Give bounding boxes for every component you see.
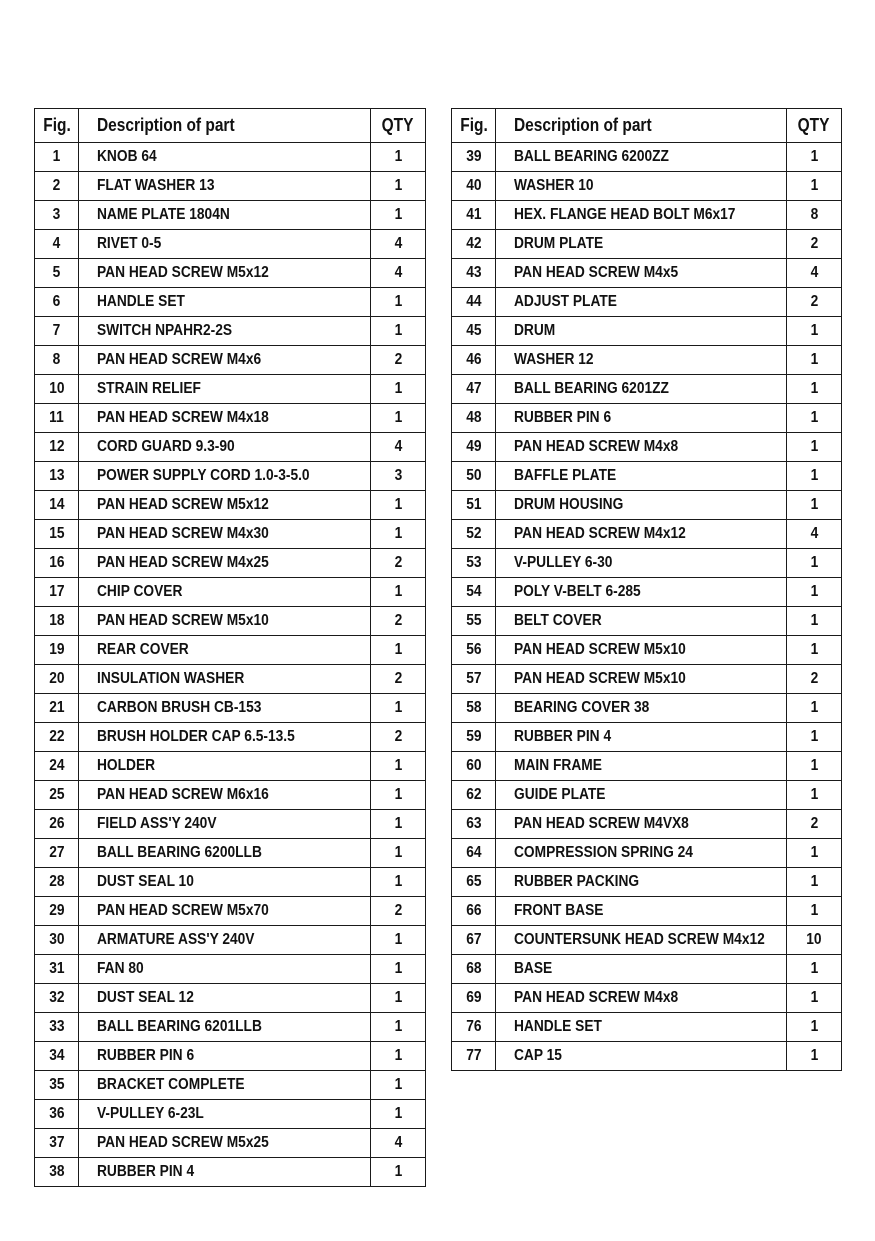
quantity-cell: 1 <box>371 201 426 230</box>
table-row <box>35 984 426 1013</box>
fig-number-cell: 7 <box>35 317 79 346</box>
table-row <box>452 404 842 433</box>
table-row <box>35 868 426 897</box>
parts-table-right-body <box>452 143 842 1071</box>
table-row <box>35 288 426 317</box>
part-description-cell: CAP 15 <box>496 1042 787 1071</box>
quantity-cell: 1 <box>787 172 842 201</box>
fig-number-cell: 14 <box>35 491 79 520</box>
table-row <box>35 781 426 810</box>
table-row <box>452 520 842 549</box>
part-description-cell: HANDLE SET <box>496 1013 787 1042</box>
table-row <box>452 375 842 404</box>
part-description-cell: REAR COVER <box>79 636 371 665</box>
part-description-cell: POLY V-BELT 6-285 <box>496 578 787 607</box>
quantity-cell: 2 <box>371 549 426 578</box>
fig-number-cell: 56 <box>452 636 496 665</box>
fig-number-cell: 28 <box>35 868 79 897</box>
quantity-cell: 1 <box>787 897 842 926</box>
quantity-cell: 1 <box>787 868 842 897</box>
fig-number-cell: 5 <box>35 259 79 288</box>
quantity-cell: 1 <box>787 143 842 172</box>
fig-number-cell: 31 <box>35 955 79 984</box>
part-description-cell: ADJUST PLATE <box>496 288 787 317</box>
fig-number-cell: 33 <box>35 1013 79 1042</box>
table-row <box>452 346 842 375</box>
part-description-cell: PAN HEAD SCREW M6x16 <box>79 781 371 810</box>
part-description-cell: RUBBER PIN 4 <box>79 1158 371 1187</box>
table-row <box>35 491 426 520</box>
part-description-cell: HANDLE SET <box>79 288 371 317</box>
part-description-cell: PAN HEAD SCREW M4x12 <box>496 520 787 549</box>
quantity-cell: 1 <box>787 607 842 636</box>
quantity-cell: 1 <box>787 955 842 984</box>
part-description-cell: RUBBER PIN 6 <box>79 1042 371 1071</box>
fig-number-cell: 77 <box>452 1042 496 1071</box>
fig-number-cell: 21 <box>35 694 79 723</box>
table-row <box>35 578 426 607</box>
quantity-cell: 8 <box>787 201 842 230</box>
part-description-cell: DRUM <box>496 317 787 346</box>
part-description-cell: MAIN FRAME <box>496 752 787 781</box>
quantity-cell: 2 <box>787 230 842 259</box>
part-description-cell: RUBBER PIN 4 <box>496 723 787 752</box>
fig-number-cell: 55 <box>452 607 496 636</box>
table-row <box>35 607 426 636</box>
fig-number-cell: 40 <box>452 172 496 201</box>
quantity-cell: 1 <box>371 1100 426 1129</box>
part-description-cell: HEX. FLANGE HEAD BOLT M6x17 <box>496 201 787 230</box>
table-row <box>452 752 842 781</box>
fig-number-cell: 67 <box>452 926 496 955</box>
fig-column-header: Fig. <box>35 109 79 143</box>
part-description-cell: PAN HEAD SCREW M5x25 <box>79 1129 371 1158</box>
fig-number-cell: 8 <box>35 346 79 375</box>
part-description-cell: PAN HEAD SCREW M5x70 <box>79 897 371 926</box>
table-header-row <box>452 109 842 143</box>
part-description-cell: PAN HEAD SCREW M5x10 <box>496 636 787 665</box>
table-row <box>452 491 842 520</box>
quantity-cell: 1 <box>787 375 842 404</box>
fig-number-cell: 25 <box>35 781 79 810</box>
part-description-cell: PAN HEAD SCREW M4x25 <box>79 549 371 578</box>
table-row <box>35 143 426 172</box>
table-row <box>452 433 842 462</box>
part-description-cell: PAN HEAD SCREW M4x8 <box>496 433 787 462</box>
table-row <box>452 810 842 839</box>
quantity-cell: 1 <box>371 752 426 781</box>
table-row <box>35 520 426 549</box>
fig-number-cell: 58 <box>452 694 496 723</box>
table-row <box>35 375 426 404</box>
fig-number-cell: 44 <box>452 288 496 317</box>
quantity-cell: 1 <box>371 1158 426 1187</box>
fig-number-cell: 46 <box>452 346 496 375</box>
part-description-cell: HOLDER <box>79 752 371 781</box>
fig-number-cell: 64 <box>452 839 496 868</box>
quantity-cell: 1 <box>371 694 426 723</box>
fig-number-cell: 22 <box>35 723 79 752</box>
table-row <box>452 230 842 259</box>
part-description-cell: COUNTERSUNK HEAD SCREW M4x12 <box>496 926 787 955</box>
quantity-cell: 1 <box>787 317 842 346</box>
table-row <box>35 665 426 694</box>
fig-number-cell: 48 <box>452 404 496 433</box>
part-description-cell: COMPRESSION SPRING 24 <box>496 839 787 868</box>
part-description-cell: KNOB 64 <box>79 143 371 172</box>
fig-number-cell: 37 <box>35 1129 79 1158</box>
table-row <box>452 172 842 201</box>
fig-number-cell: 57 <box>452 665 496 694</box>
part-description-cell: RUBBER PIN 6 <box>496 404 787 433</box>
part-description-cell: STRAIN RELIEF <box>79 375 371 404</box>
fig-number-cell: 59 <box>452 723 496 752</box>
fig-number-cell: 42 <box>452 230 496 259</box>
table-row <box>452 288 842 317</box>
quantity-cell: 1 <box>787 462 842 491</box>
part-description-cell: BALL BEARING 6201LLB <box>79 1013 371 1042</box>
quantity-cell: 1 <box>371 404 426 433</box>
table-row <box>452 839 842 868</box>
quantity-cell: 1 <box>787 752 842 781</box>
fig-number-cell: 45 <box>452 317 496 346</box>
table-row <box>452 1013 842 1042</box>
fig-number-cell: 36 <box>35 1100 79 1129</box>
part-description-cell: GUIDE PLATE <box>496 781 787 810</box>
table-row <box>35 433 426 462</box>
table-row <box>35 694 426 723</box>
table-row <box>452 636 842 665</box>
quantity-cell: 1 <box>371 926 426 955</box>
part-description-cell: FIELD ASS'Y 240V <box>79 810 371 839</box>
table-row <box>452 1042 842 1071</box>
part-description-cell: PAN HEAD SCREW M4x8 <box>496 984 787 1013</box>
fig-number-cell: 17 <box>35 578 79 607</box>
fig-number-cell: 52 <box>452 520 496 549</box>
quantity-cell: 1 <box>371 578 426 607</box>
quantity-cell: 1 <box>787 694 842 723</box>
part-description-cell: BRUSH HOLDER CAP 6.5-13.5 <box>79 723 371 752</box>
fig-number-cell: 38 <box>35 1158 79 1187</box>
fig-number-cell: 47 <box>452 375 496 404</box>
fig-number-cell: 41 <box>452 201 496 230</box>
quantity-cell: 1 <box>787 346 842 375</box>
fig-number-cell: 18 <box>35 607 79 636</box>
table-row <box>452 578 842 607</box>
fig-number-cell: 54 <box>452 578 496 607</box>
quantity-cell: 1 <box>371 375 426 404</box>
part-description-cell: V-PULLEY 6-30 <box>496 549 787 578</box>
part-description-cell: CORD GUARD 9.3-90 <box>79 433 371 462</box>
parts-table-left-body <box>35 143 426 1187</box>
fig-number-cell: 6 <box>35 288 79 317</box>
quantity-cell: 1 <box>371 984 426 1013</box>
quantity-cell: 1 <box>371 955 426 984</box>
table-row <box>35 1013 426 1042</box>
fig-number-cell: 50 <box>452 462 496 491</box>
table-row <box>452 607 842 636</box>
table-row <box>35 230 426 259</box>
table-row <box>35 752 426 781</box>
fig-number-cell: 66 <box>452 897 496 926</box>
quantity-cell: 1 <box>371 868 426 897</box>
part-description-cell: PAN HEAD SCREW M5x12 <box>79 259 371 288</box>
table-row <box>35 1042 426 1071</box>
quantity-cell: 1 <box>787 723 842 752</box>
quantity-cell: 1 <box>787 781 842 810</box>
part-description-cell: DRUM PLATE <box>496 230 787 259</box>
table-row <box>35 1158 426 1187</box>
quantity-cell: 1 <box>371 839 426 868</box>
table-row <box>35 404 426 433</box>
fig-number-cell: 43 <box>452 259 496 288</box>
part-description-cell: PAN HEAD SCREW M4x30 <box>79 520 371 549</box>
fig-number-cell: 65 <box>452 868 496 897</box>
quantity-cell: 1 <box>787 404 842 433</box>
fig-number-cell: 15 <box>35 520 79 549</box>
table-row <box>35 897 426 926</box>
part-description-cell: PAN HEAD SCREW M4VX8 <box>496 810 787 839</box>
table-row <box>35 955 426 984</box>
table-row <box>35 1071 426 1100</box>
part-description-cell: FLAT WASHER 13 <box>79 172 371 201</box>
quantity-cell: 1 <box>787 491 842 520</box>
description-column-header: Description of part <box>79 109 371 143</box>
fig-number-cell: 20 <box>35 665 79 694</box>
quantity-cell: 4 <box>787 520 842 549</box>
table-row <box>452 259 842 288</box>
table-row <box>452 694 842 723</box>
table-row <box>35 810 426 839</box>
part-description-cell: DUST SEAL 10 <box>79 868 371 897</box>
qty-column-header: QTY <box>371 109 426 143</box>
table-row <box>452 462 842 491</box>
quantity-cell: 4 <box>371 433 426 462</box>
quantity-cell: 4 <box>371 1129 426 1158</box>
fig-number-cell: 24 <box>35 752 79 781</box>
quantity-cell: 1 <box>371 288 426 317</box>
table-row <box>452 549 842 578</box>
part-description-cell: BELT COVER <box>496 607 787 636</box>
table-row <box>452 984 842 1013</box>
quantity-cell: 1 <box>371 491 426 520</box>
qty-column-header: QTY <box>787 109 842 143</box>
table-row <box>452 955 842 984</box>
quantity-cell: 3 <box>371 462 426 491</box>
fig-number-cell: 60 <box>452 752 496 781</box>
part-description-cell: POWER SUPPLY CORD 1.0-3-5.0 <box>79 462 371 491</box>
fig-number-cell: 30 <box>35 926 79 955</box>
quantity-cell: 2 <box>787 665 842 694</box>
table-row <box>35 1129 426 1158</box>
part-description-cell: WASHER 12 <box>496 346 787 375</box>
part-description-cell: PAN HEAD SCREW M4x18 <box>79 404 371 433</box>
quantity-cell: 2 <box>787 288 842 317</box>
part-description-cell: V-PULLEY 6-23L <box>79 1100 371 1129</box>
quantity-cell: 1 <box>371 317 426 346</box>
part-description-cell: BEARING COVER 38 <box>496 694 787 723</box>
fig-number-cell: 68 <box>452 955 496 984</box>
fig-number-cell: 49 <box>452 433 496 462</box>
table-row <box>452 868 842 897</box>
table-row <box>35 317 426 346</box>
part-description-cell: ARMATURE ASS'Y 240V <box>79 926 371 955</box>
quantity-cell: 4 <box>787 259 842 288</box>
fig-number-cell: 27 <box>35 839 79 868</box>
fig-number-cell: 10 <box>35 375 79 404</box>
quantity-cell: 1 <box>787 433 842 462</box>
table-row <box>35 346 426 375</box>
fig-number-cell: 39 <box>452 143 496 172</box>
quantity-cell: 1 <box>371 520 426 549</box>
part-description-cell: DUST SEAL 12 <box>79 984 371 1013</box>
part-description-cell: PAN HEAD SCREW M4x6 <box>79 346 371 375</box>
table-row <box>35 926 426 955</box>
fig-number-cell: 19 <box>35 636 79 665</box>
quantity-cell: 1 <box>787 636 842 665</box>
part-description-cell: PAN HEAD SCREW M5x10 <box>496 665 787 694</box>
table-header-row <box>35 109 426 143</box>
quantity-cell: 1 <box>371 781 426 810</box>
part-description-cell: WASHER 10 <box>496 172 787 201</box>
part-description-cell: BALL BEARING 6201ZZ <box>496 375 787 404</box>
fig-number-cell: 32 <box>35 984 79 1013</box>
part-description-cell: PAN HEAD SCREW M5x12 <box>79 491 371 520</box>
quantity-cell: 2 <box>371 665 426 694</box>
parts-table-right <box>451 108 842 1071</box>
quantity-cell: 2 <box>371 897 426 926</box>
table-row <box>452 781 842 810</box>
table-row <box>35 636 426 665</box>
parts-table-left <box>34 108 426 1187</box>
fig-number-cell: 2 <box>35 172 79 201</box>
table-row <box>35 462 426 491</box>
part-description-cell: RUBBER PACKING <box>496 868 787 897</box>
part-description-cell: FAN 80 <box>79 955 371 984</box>
table-row <box>35 172 426 201</box>
quantity-cell: 1 <box>371 172 426 201</box>
fig-number-cell: 1 <box>35 143 79 172</box>
table-row <box>35 839 426 868</box>
quantity-cell: 1 <box>371 636 426 665</box>
quantity-cell: 2 <box>371 723 426 752</box>
part-description-cell: NAME PLATE 1804N <box>79 201 371 230</box>
quantity-cell: 1 <box>787 1013 842 1042</box>
fig-number-cell: 13 <box>35 462 79 491</box>
part-description-cell: PAN HEAD SCREW M4x5 <box>496 259 787 288</box>
table-row <box>35 259 426 288</box>
table-row <box>452 317 842 346</box>
part-description-cell: INSULATION WASHER <box>79 665 371 694</box>
fig-column-header: Fig. <box>452 109 496 143</box>
fig-number-cell: 12 <box>35 433 79 462</box>
part-description-cell: BALL BEARING 6200ZZ <box>496 143 787 172</box>
table-row <box>452 926 842 955</box>
quantity-cell: 1 <box>787 1042 842 1071</box>
part-description-cell: BAFFLE PLATE <box>496 462 787 491</box>
table-row <box>35 201 426 230</box>
table-row <box>452 201 842 230</box>
quantity-cell: 2 <box>371 346 426 375</box>
part-description-cell: BRACKET COMPLETE <box>79 1071 371 1100</box>
quantity-cell: 1 <box>371 1071 426 1100</box>
fig-number-cell: 29 <box>35 897 79 926</box>
table-row <box>452 143 842 172</box>
table-row <box>452 723 842 752</box>
description-column-header: Description of part <box>496 109 787 143</box>
fig-number-cell: 62 <box>452 781 496 810</box>
part-description-cell: DRUM HOUSING <box>496 491 787 520</box>
quantity-cell: 10 <box>787 926 842 955</box>
table-row <box>452 665 842 694</box>
fig-number-cell: 4 <box>35 230 79 259</box>
table-row <box>35 1100 426 1129</box>
quantity-cell: 4 <box>371 230 426 259</box>
quantity-cell: 4 <box>371 259 426 288</box>
quantity-cell: 1 <box>371 1013 426 1042</box>
quantity-cell: 1 <box>371 1042 426 1071</box>
fig-number-cell: 69 <box>452 984 496 1013</box>
fig-number-cell: 76 <box>452 1013 496 1042</box>
part-description-cell: BALL BEARING 6200LLB <box>79 839 371 868</box>
part-description-cell: SWITCH NPAHR2-2S <box>79 317 371 346</box>
part-description-cell: CHIP COVER <box>79 578 371 607</box>
table-row <box>35 723 426 752</box>
quantity-cell: 1 <box>371 143 426 172</box>
table-row <box>452 897 842 926</box>
part-description-cell: PAN HEAD SCREW M5x10 <box>79 607 371 636</box>
part-description-cell: BASE <box>496 955 787 984</box>
quantity-cell: 2 <box>371 607 426 636</box>
fig-number-cell: 3 <box>35 201 79 230</box>
fig-number-cell: 51 <box>452 491 496 520</box>
quantity-cell: 1 <box>371 810 426 839</box>
quantity-cell: 1 <box>787 984 842 1013</box>
fig-number-cell: 34 <box>35 1042 79 1071</box>
fig-number-cell: 11 <box>35 404 79 433</box>
part-description-cell: CARBON BRUSH CB-153 <box>79 694 371 723</box>
part-description-cell: RIVET 0-5 <box>79 230 371 259</box>
fig-number-cell: 53 <box>452 549 496 578</box>
quantity-cell: 1 <box>787 578 842 607</box>
table-row <box>35 549 426 578</box>
fig-number-cell: 35 <box>35 1071 79 1100</box>
quantity-cell: 2 <box>787 810 842 839</box>
quantity-cell: 1 <box>787 549 842 578</box>
part-description-cell: FRONT BASE <box>496 897 787 926</box>
quantity-cell: 1 <box>787 839 842 868</box>
fig-number-cell: 63 <box>452 810 496 839</box>
fig-number-cell: 16 <box>35 549 79 578</box>
fig-number-cell: 26 <box>35 810 79 839</box>
